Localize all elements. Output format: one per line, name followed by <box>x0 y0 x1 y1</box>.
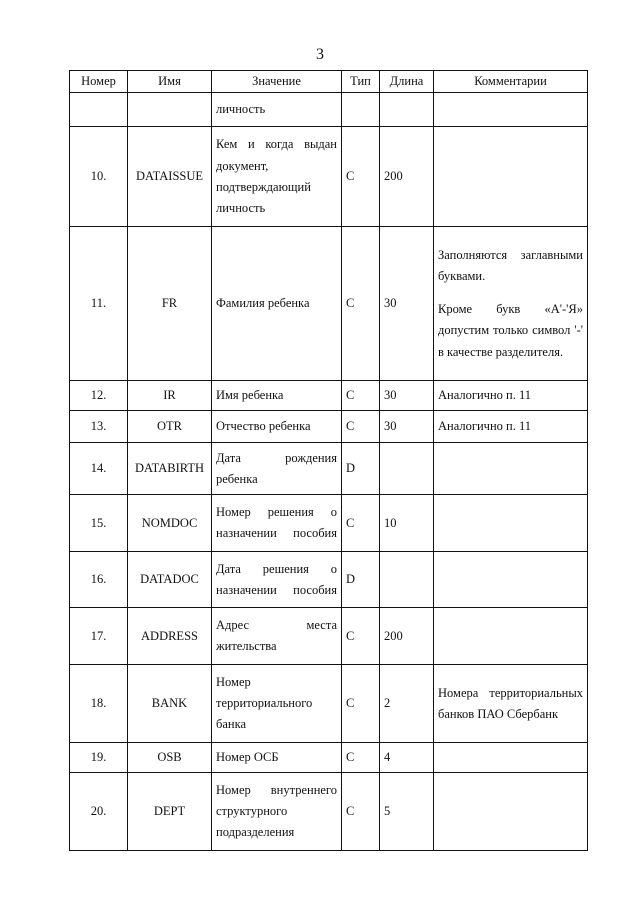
comment-line: Кроме букв «А'-'Я» допустим только символ '-' в качестве разделителя. <box>438 302 583 359</box>
row-type: C <box>342 411 380 443</box>
row-type: C <box>342 127 380 227</box>
table-row <box>70 127 588 227</box>
row-name: NOMDOC <box>128 495 212 552</box>
row-num: 10. <box>70 127 128 227</box>
row-length <box>380 552 434 608</box>
row-num: 19. <box>70 743 128 773</box>
table-row <box>70 608 588 665</box>
row-length <box>380 443 434 495</box>
row-comment <box>434 743 588 773</box>
page-number: 3 <box>316 46 324 63</box>
row-comment <box>434 495 588 552</box>
row-type: C <box>342 743 380 773</box>
row-name: IR <box>128 381 212 411</box>
row-num <box>70 93 128 127</box>
row-type: C <box>342 665 380 743</box>
header-length: Длина <box>380 71 434 93</box>
table-row <box>70 381 588 411</box>
row-length: 200 <box>380 608 434 665</box>
row-length: 4 <box>380 743 434 773</box>
row-length <box>380 93 434 127</box>
row-type: C <box>342 381 380 411</box>
row-name <box>128 93 212 127</box>
header-name: Имя <box>128 71 212 93</box>
row-value: Дата решения о назначении пособия <box>212 552 342 608</box>
row-name: OTR <box>128 411 212 443</box>
row-value: Номер ОСБ <box>212 743 342 773</box>
row-comment <box>434 608 588 665</box>
row-comment: Аналогично п. 11 <box>434 381 588 411</box>
row-length: 5 <box>380 773 434 851</box>
table-row <box>70 93 588 127</box>
row-value: личность <box>212 93 342 127</box>
header-comment: Комментарии <box>434 71 588 93</box>
row-comment: Аналогично п. 11 <box>434 411 588 443</box>
header-type: Тип <box>342 71 380 93</box>
row-length: 200 <box>380 127 434 227</box>
row-comment <box>434 552 588 608</box>
row-value: Номер внутреннего структурного подразделения <box>212 773 342 851</box>
row-num: 15. <box>70 495 128 552</box>
row-name: DEPT <box>128 773 212 851</box>
row-num: 20. <box>70 773 128 851</box>
table-row <box>70 552 588 608</box>
row-length: 10 <box>380 495 434 552</box>
row-name: DATADOC <box>128 552 212 608</box>
table-row <box>70 495 588 552</box>
header-value: Значение <box>212 71 342 93</box>
table-row <box>70 773 588 851</box>
table-row <box>70 443 588 495</box>
row-type: C <box>342 495 380 552</box>
row-num: 12. <box>70 381 128 411</box>
row-comment <box>434 227 588 381</box>
row-value: Кем и когда выдан документ, подтверждающий личность <box>212 127 342 227</box>
row-type: C <box>342 773 380 851</box>
row-value: Имя ребенка <box>212 381 342 411</box>
field-spec-table <box>69 70 588 851</box>
row-value: Фамилия ребенка <box>212 227 342 381</box>
row-type: C <box>342 227 380 381</box>
row-type: D <box>342 443 380 495</box>
row-name: BANK <box>128 665 212 743</box>
row-value: Номер территориального банка <box>212 665 342 743</box>
row-value: Отчество ребенка <box>212 411 342 443</box>
row-name: DATAISSUE <box>128 127 212 227</box>
row-length: 30 <box>380 411 434 443</box>
row-name: OSB <box>128 743 212 773</box>
row-type: C <box>342 608 380 665</box>
row-value: Дата рождения ребенка <box>212 443 342 495</box>
row-length: 30 <box>380 381 434 411</box>
table-row <box>70 665 588 743</box>
row-name: ADDRESS <box>128 608 212 665</box>
row-num: 16. <box>70 552 128 608</box>
row-num: 13. <box>70 411 128 443</box>
row-type: D <box>342 552 380 608</box>
table-header-row <box>70 71 588 93</box>
table-row <box>70 411 588 443</box>
row-num: 14. <box>70 443 128 495</box>
row-comment <box>434 127 588 227</box>
header-num: Номер <box>70 71 128 93</box>
table-row <box>70 227 588 381</box>
row-length: 30 <box>380 227 434 381</box>
row-num: 17. <box>70 608 128 665</box>
row-num: 18. <box>70 665 128 743</box>
row-name: FR <box>128 227 212 381</box>
row-comment <box>434 773 588 851</box>
row-value: Адрес места жительства <box>212 608 342 665</box>
comment-line: Заполняются заглавными буквами. <box>438 247 583 283</box>
row-num: 11. <box>70 227 128 381</box>
row-length: 2 <box>380 665 434 743</box>
row-type <box>342 93 380 127</box>
row-value: Номер решения о назначении пособия <box>212 495 342 552</box>
row-name: DATABIRTH <box>128 443 212 495</box>
row-comment <box>434 93 588 127</box>
row-comment: Номера территориальных банков ПАО Сбербанк <box>434 665 588 743</box>
row-comment <box>434 443 588 495</box>
table-row <box>70 743 588 773</box>
